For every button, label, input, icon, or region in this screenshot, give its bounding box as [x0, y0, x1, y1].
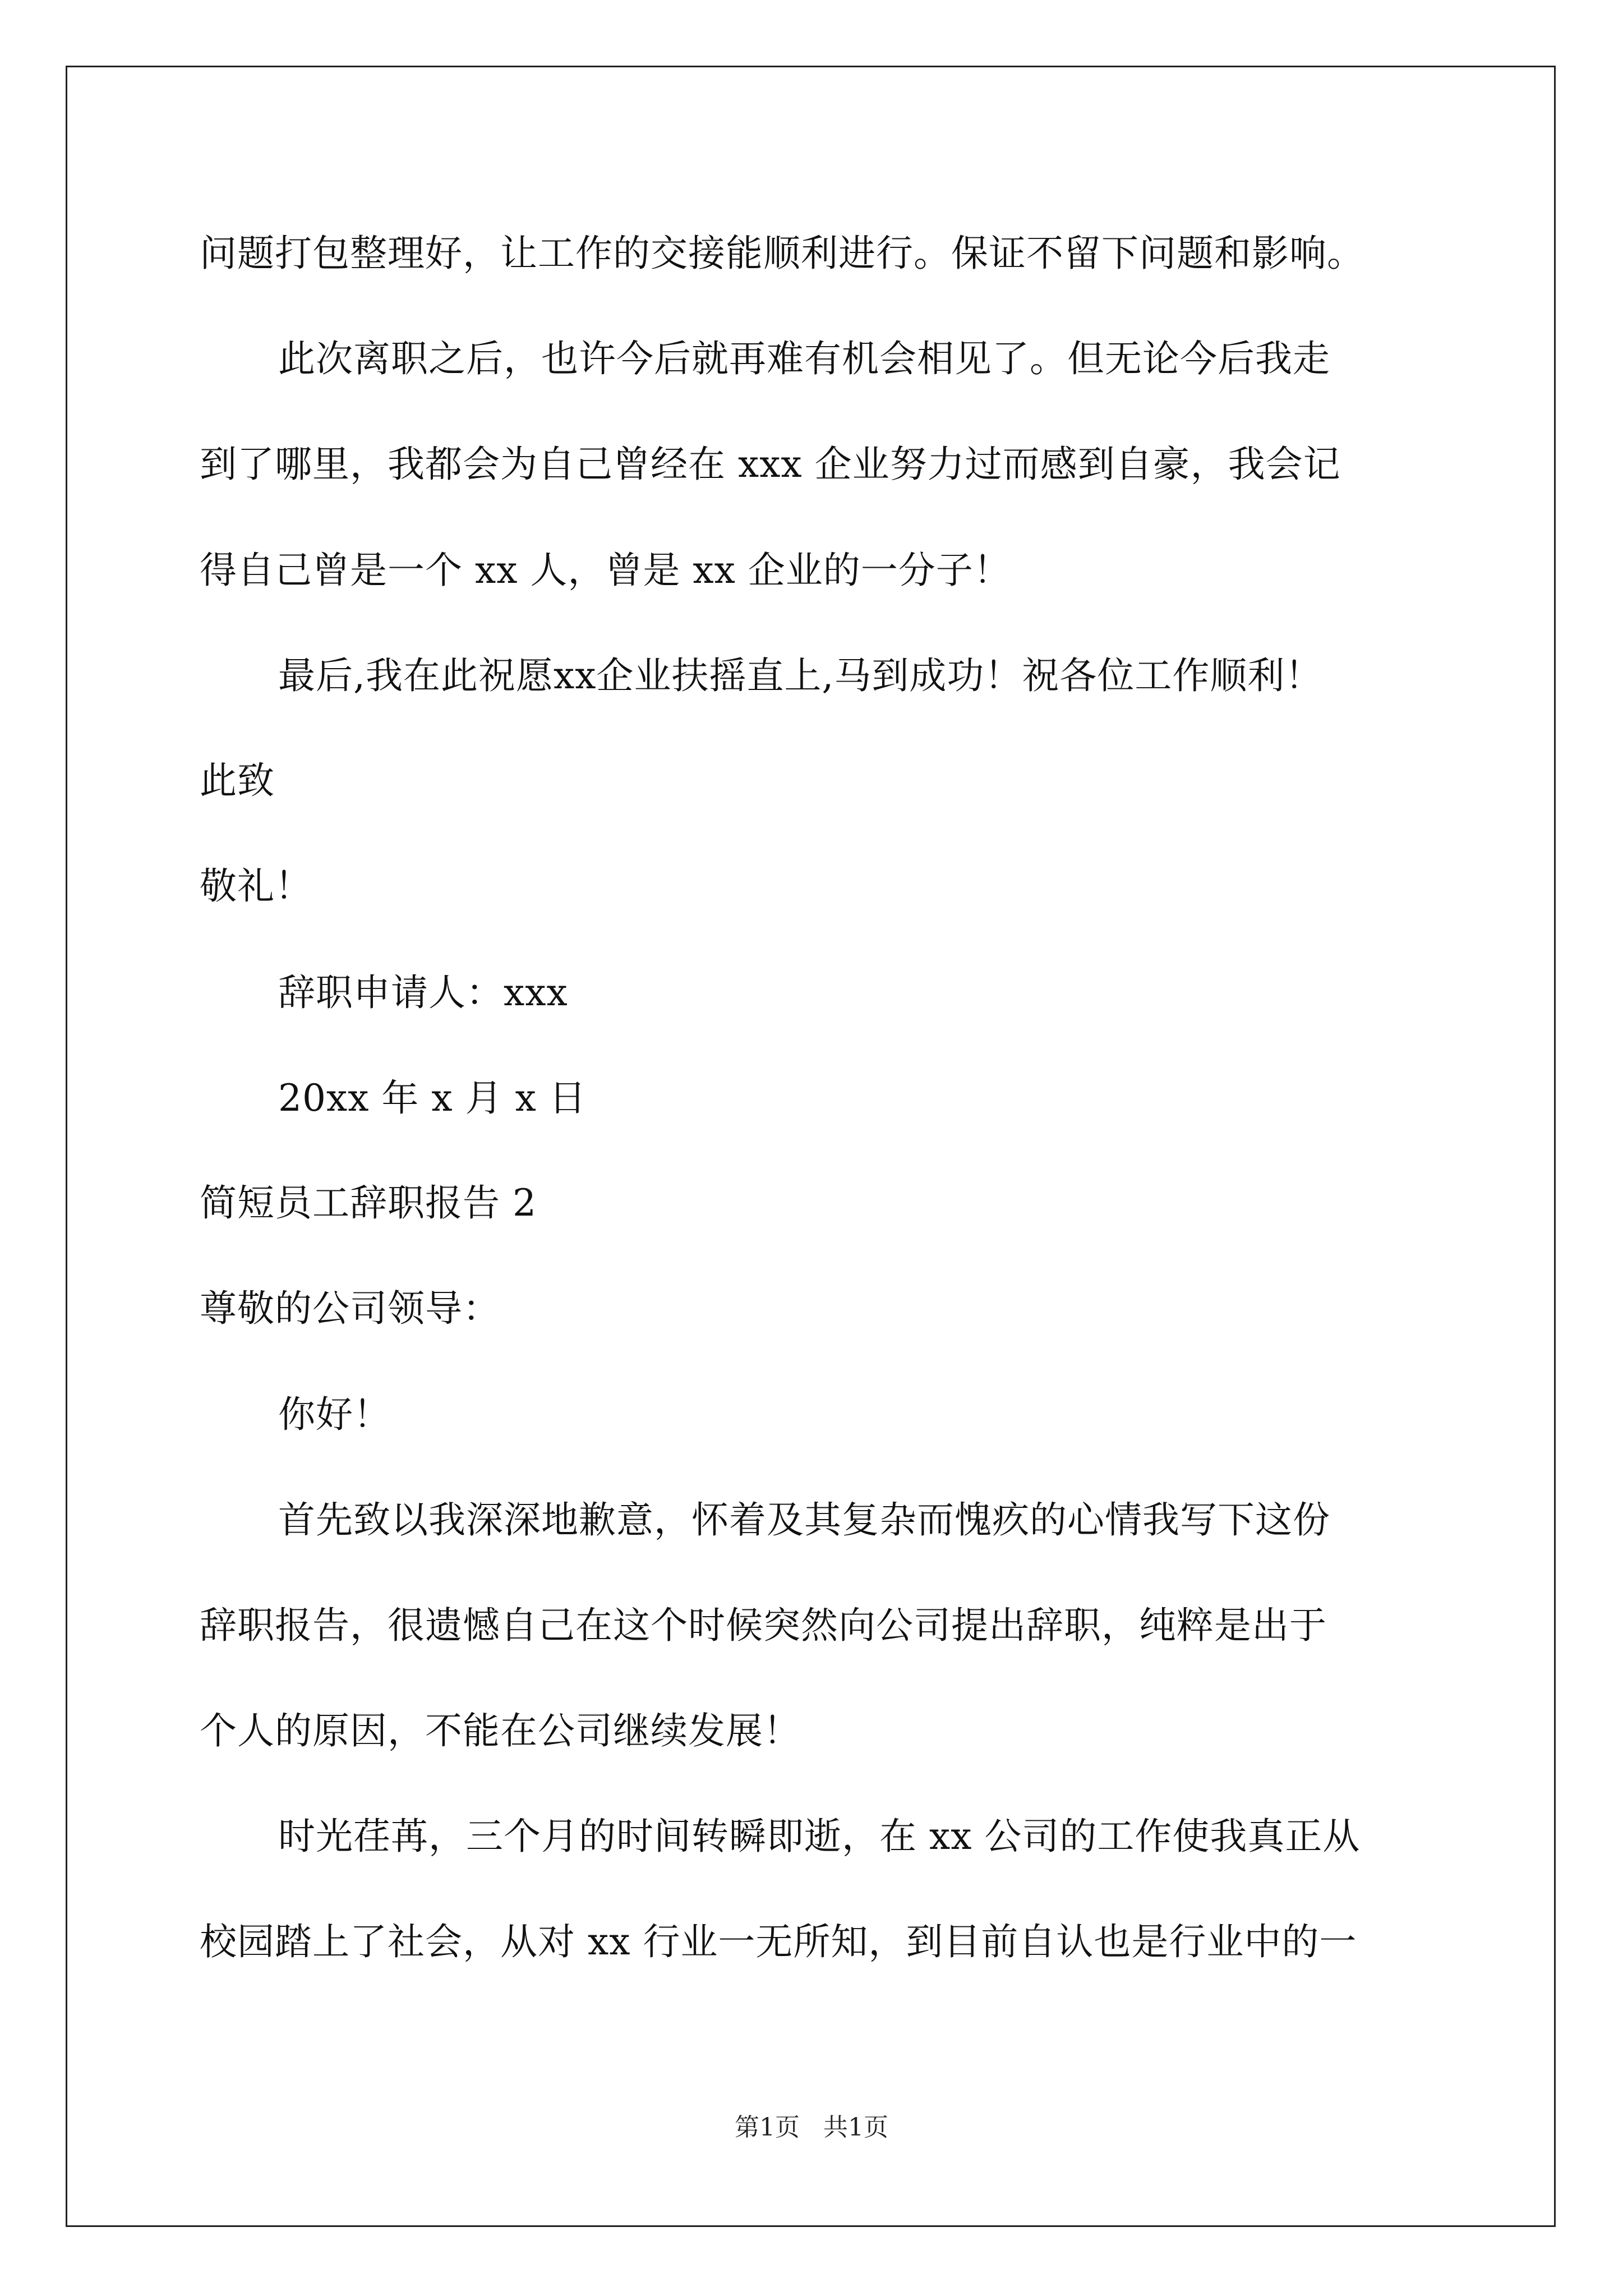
closing-line: 敬礼！	[200, 864, 312, 908]
closing-line: 此致	[200, 759, 275, 802]
greeting-line: 你好！	[278, 1393, 391, 1436]
salutation-line: 尊敬的公司领导：	[200, 1287, 500, 1330]
page-border	[66, 66, 1556, 2227]
signature-line: 辞职申请人：xxx	[278, 971, 568, 1014]
paragraph-line: 到了哪里，我都会为自己曾经在 xxx 企业努力过而感到自豪，我会记	[200, 443, 1341, 486]
page-number: 第1页 共1页	[735, 2113, 888, 2142]
paragraph-line: 最后,我在此祝愿xx企业扶摇直上,马到成功！祝各位工作顺利！	[278, 654, 1323, 697]
paragraph-line: 首先致以我深深地歉意，怀着及其复杂而愧疚的心情我写下这份	[278, 1498, 1330, 1542]
date-line: 20xx 年 x 月 x 日	[278, 1076, 587, 1120]
paragraph-line: 此次离职之后，也许今后就再难有机会相见了。但无论今后我走	[278, 337, 1330, 380]
section-heading: 简短员工辞职报告 2	[200, 1181, 537, 1225]
paragraph-line: 校园踏上了社会，从对 xx 行业一无所知，到目前自认也是行业中的一	[200, 1920, 1357, 1963]
paragraph-line: 个人的原因，不能在公司继续发展！	[200, 1709, 801, 1752]
paragraph-line: 得自己曾是一个 xx 人，曾是 xx 企业的一分子！	[200, 549, 1011, 592]
paragraph-line: 问题打包整理好，让工作的交接能顺利进行。保证不留下问题和影响。	[200, 232, 1364, 275]
paragraph-line: 时光荏苒，三个月的时间转瞬即逝，在 xx 公司的工作使我真正从	[278, 1815, 1361, 1858]
paragraph-line: 辞职报告，很遗憾自己在这个时候突然向公司提出辞职，纯粹是出于	[200, 1604, 1327, 1647]
